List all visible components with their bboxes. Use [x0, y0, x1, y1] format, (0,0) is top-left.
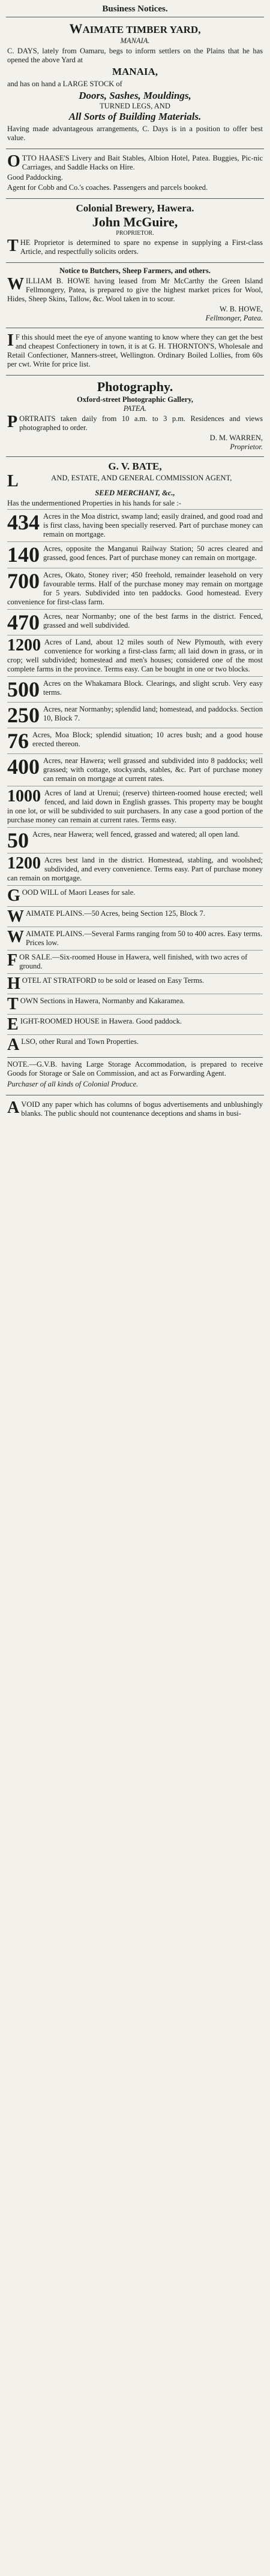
ad-items-2: TURNED LEGS, AND	[100, 102, 170, 111]
ad-bate-commission-agent	[6, 456, 264, 1095]
small-notice	[7, 1014, 263, 1034]
property-description: Acres of Land, about 12 miles south of New Plymouth, with every convenience for working a first-class farm; all laid down in grass, or in crop; well subdivided; homestead and men's houses; considered one of the most complete farms in the province. Terms easy. Can be bought in one or two blocks.	[7, 637, 263, 673]
property-listing	[7, 702, 263, 728]
property-listing	[7, 541, 263, 567]
drop-cap: L	[7, 472, 19, 491]
ad-note: NOTE.—G.V.B. having Large Storage Accommodation, is prepared to receive Goods for Storage or Sale on Commission, and act as Forwarding Agent.	[7, 1057, 263, 1078]
property-acreage: 1200	[7, 635, 41, 655]
ad-subheading: Oxford-street Photographic Gallery,	[77, 395, 193, 404]
ad-stock: and has on hand a LARGE STOCK of	[7, 79, 122, 88]
property-description: Acres on the Whakamara Block. Clearings, and slight scrub. Very easy terms.	[43, 679, 263, 697]
ad-purchaser: Purchaser of all kinds of Colonial Produce.	[7, 1079, 139, 1088]
ad-footer: Having made advantageous arrangements, C. Days is in a position to offer best value.	[7, 124, 263, 142]
small-notice	[7, 885, 263, 906]
ad-colonial-brewery	[6, 198, 264, 263]
property-listing	[7, 609, 263, 635]
ad-agent: Agent for Cobb and Co.'s coaches. Passengers and parcels booked.	[7, 183, 208, 192]
property-acreage: 700	[7, 568, 40, 593]
drop-cap: A	[7, 1036, 20, 1055]
ad-heading: Photography.	[97, 379, 173, 395]
page	[6, 0, 264, 1124]
drop-cap: I	[7, 331, 14, 350]
ad-signature: D. M. WARREN,	[209, 433, 263, 442]
ad-line-2: SEED MERCHANT, &c.,	[95, 489, 175, 498]
property-description: Acres, near Hawera; well fenced, grassed and watered; all open land.	[32, 830, 240, 839]
ad-heading: Notice to Butchers, Sheep Farmers, and others.	[59, 267, 211, 276]
ad-signature-title: Fellmonger, Patea.	[205, 314, 263, 323]
ad-place: PATEA.	[123, 404, 147, 413]
ad-body: ORTRAITS taken daily from 10 a.m. to 3 p.m. Residences and views photographed to order.	[19, 414, 263, 432]
ad-body: HE Proprietor is determined to spare no expense in supplying a First-class Article, and respectfully solicits orders.	[20, 238, 263, 256]
property-acreage: 1000	[7, 787, 41, 806]
property-description: Acres, near Normanby; splendid land; homestead, and paddocks. Section 10, Block 7.	[43, 704, 263, 722]
ad-heading: Colonial Brewery, Hawera.	[76, 202, 194, 214]
small-notice	[7, 994, 263, 1014]
small-notice	[7, 906, 263, 927]
ad-fellmongery	[6, 262, 264, 328]
drop-cap: T	[7, 237, 19, 256]
ad-town: MANAIA,	[112, 66, 158, 78]
property-listing	[7, 853, 263, 885]
small-notice	[7, 950, 263, 973]
property-listing	[7, 635, 263, 676]
ad-photography	[6, 375, 264, 456]
page-title: Business Notices.	[102, 4, 168, 14]
ad-proprietor-name: John McGuire,	[92, 214, 178, 229]
small-notice	[7, 1034, 263, 1055]
drop-cap: W	[7, 907, 24, 926]
drop-cap: W	[7, 275, 24, 294]
ad-body: TTO HAASE'S Livery and Bait Stables, Albion Hotel, Patea. Buggies, Pic-nic Carriages, and Saddle Hacks on Hire.	[22, 153, 263, 171]
property-listing	[7, 786, 263, 827]
ad-intro: Has the undermentioned Properties in his hands for sale :-	[7, 499, 181, 508]
property-acreage: 250	[7, 703, 40, 727]
drop-cap: T	[7, 995, 19, 1013]
property-listing	[7, 753, 263, 786]
ad-paddock: Good Paddocking.	[7, 172, 64, 181]
ad-body: C. DAYS, lately from Oamaru, begs to inform settlers on the Plains that he has opened the above Yard at	[7, 47, 263, 65]
property-acreage: 470	[7, 610, 40, 634]
property-listing	[7, 827, 263, 853]
ad-confectionery	[6, 328, 264, 375]
property-acreage: 140	[7, 543, 40, 567]
property-acreage: 500	[7, 677, 40, 701]
property-acreage: 1200	[7, 854, 41, 873]
property-description: Acres, Moa Block; splendid situation; 10 acres bush; and a good house erected thereon.	[32, 731, 263, 749]
small-notice-text: AIMATE PLAINS.—50 Acres, being Section 125, Block 7.	[26, 909, 205, 918]
property-list	[7, 509, 263, 885]
drop-cap: G	[7, 886, 20, 906]
property-description: Acres, near Hawera; well grassed and subdivided into 8 paddocks; well grassed; with cottage, stockyards, stables, &c. Part of purchase money can remain on mortgage at current rates.	[43, 756, 263, 783]
ad-heading: AIMATE TIMBER YARD,	[82, 24, 201, 35]
property-acreage: 76	[7, 729, 29, 753]
ad-waimate-timber-yard	[6, 17, 264, 149]
property-acreage: 400	[7, 755, 40, 779]
small-notices	[7, 885, 263, 1055]
property-description: Acres in the Moa district, swamp land; easily drained, and good road and is first class, having been specially reserved. Part of purchase money can remain on mortgage.	[43, 512, 263, 539]
ad-signature: W. B. HOWE,	[219, 305, 263, 314]
property-description: Acres of land at Urenui; (reserve) thirteen-roomed house erected; well fenced, and laid down in English grasses. This property may be bought in one lot, or will be subdivided to suit purchasers. In any case a good portion of the purchase money can remain at current rates. Terms easy.	[7, 789, 263, 825]
small-notice-text: OOD WILL of Maori Leases for sale.	[22, 888, 136, 897]
drop-cap: F	[7, 951, 18, 970]
property-listing	[7, 728, 263, 753]
small-notice-text: LSO, other Rural and Town Properties.	[21, 1037, 139, 1046]
small-notice-text: OWN Sections in Hawera, Normanby and Kakaramea.	[20, 997, 185, 1005]
ad-otto-haase	[6, 149, 264, 198]
ad-signature-title: Proprietor.	[230, 442, 263, 451]
ad-body: VOID any paper which has columns of bogus advertisements and unblushingly blanks. The public should not countenance deceptions and shams in busi-	[21, 1100, 263, 1118]
drop-cap: O	[7, 152, 20, 171]
small-notice	[7, 927, 263, 950]
property-acreage: 434	[7, 510, 40, 535]
ad-place: MANAIA.	[120, 37, 150, 46]
drop-cap: P	[7, 412, 18, 431]
ad-line-1: AND, ESTATE, AND GENERAL COMMISSION AGENT,	[51, 474, 232, 483]
small-notice	[7, 973, 263, 994]
ad-role: PROPRIETOR.	[116, 230, 154, 237]
small-notice-text: OTEL AT STRATFORD to be sold or leased on Easy Terms.	[22, 976, 205, 985]
property-description: Acres best land in the district. Homestead, stabling, and woolshed; subdivided, and every convenience. Terms easy. Part of purchase money can remain on mortgage.	[7, 856, 263, 883]
property-description: Acres, opposite the Manganui Railway Station; 50 acres cleared and grassed, good fences. Part of purchase money can remain on mortgage.	[43, 544, 263, 562]
drop-cap: A	[7, 1098, 20, 1117]
drop-cap: H	[7, 974, 20, 993]
drop-cap: W	[7, 927, 24, 946]
small-notice-text: IGHT-ROOMED HOUSE in Hawera. Good paddock.	[20, 1017, 182, 1026]
small-notice-text: OR SALE.—Six-roomed House in Hawera, well finished, with two acres of ground.	[19, 952, 248, 970]
small-notice-text: AIMATE PLAINS.—Several Farms ranging from 50 to 400 acres. Easy terms. Prices low.	[26, 929, 263, 947]
drop-cap: E	[7, 1015, 19, 1034]
property-listing	[7, 676, 263, 702]
property-acreage: 50	[7, 828, 29, 853]
property-listing	[7, 509, 263, 541]
ad-avoid-notice	[6, 1095, 264, 1124]
ad-items-3: All Sorts of Building Materials.	[68, 111, 202, 123]
ad-agent-name: G. V. BATE,	[108, 460, 162, 472]
ad-items-1: Doors, Sashes, Mouldings,	[79, 89, 191, 101]
ad-body: ILLIAM B. HOWE having leased from Mr McCarthy the Green Island Fellmongery, Patea, is prepared to give the highest market prices for Wool, Hides, Sheep Skins, Tallow, &c. Wool taken in to scour.	[7, 277, 263, 304]
property-description: Acres, near Normanby; one of the best farms in the district. Fenced, grassed and well subdivided.	[43, 612, 263, 629]
ad-body: F this should meet the eye of anyone wanting to know where they can get the best and cheapest Confectionery in town, it is at G. H. THORNTON'S, Wholesale and Retail Confectioner, Manners-street, Wellington. Ordinary Boiled Lollies, from 60s per cwt. Write for price list.	[7, 333, 263, 369]
property-description: Acres, Okato, Stoney river; 450 freehold, remainder leasehold on very favourable terms. Half of the purchase money may remain on mortgage for 5 years. Subdivided into ten paddocks. Good homestead. Every convenience for first-class farm.	[7, 570, 263, 606]
drop-cap: W	[69, 21, 83, 36]
property-listing	[7, 568, 263, 609]
